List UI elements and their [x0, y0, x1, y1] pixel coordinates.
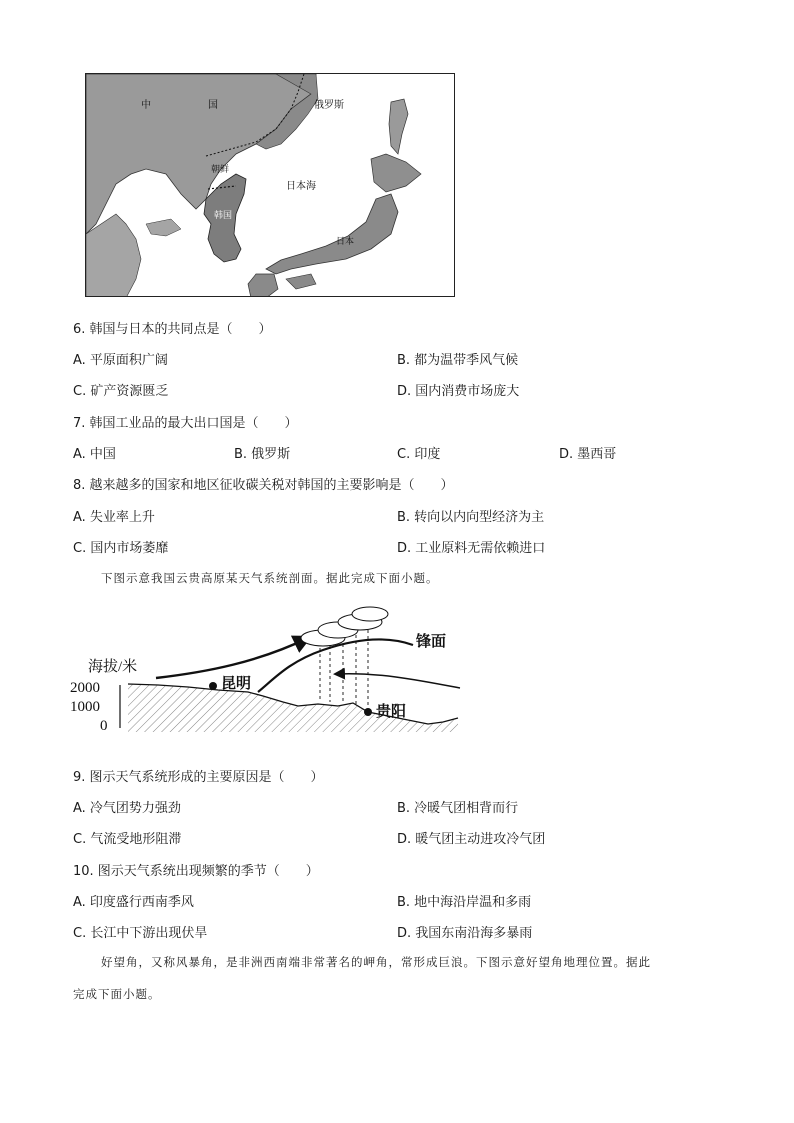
- q10-option-a[interactable]: A. 印度盛行西南季风: [73, 895, 194, 910]
- weather-cross-section: [98, 600, 468, 740]
- city-kunming: 昆明: [221, 676, 252, 692]
- cape-intro-line1: 好望角，又称风暴角，是非洲西南端非常著名的岬角，常形成巨浪。下图示意好望角地理位置。据此: [101, 955, 651, 969]
- q7-option-a[interactable]: A. 中国: [73, 447, 116, 462]
- q6-option-b[interactable]: B. 都为温带季风气候: [397, 353, 519, 368]
- y-axis-label: 海拔/米: [88, 659, 138, 675]
- question-7: 7. 韩国工业品的最大出口国是（ ）: [73, 416, 298, 431]
- y-tick-0: 0: [100, 718, 108, 734]
- cold-air-arrow: [336, 674, 460, 688]
- question-6: 6. 韩国与日本的共同点是（ ）: [73, 322, 272, 337]
- q9-option-b[interactable]: B. 冷暖气团相背而行: [397, 801, 519, 816]
- weather-intro: 下图示意我国云贵高原某天气系统剖面。据此完成下面小题。: [101, 571, 439, 585]
- map-figure: [85, 73, 455, 297]
- question-8: 8. 越来越多的国家和地区征收碳关税对韩国的主要影响是（ ）: [73, 478, 454, 493]
- y-tick-1000: 1000: [70, 699, 100, 715]
- q8-option-c[interactable]: C. 国内市场萎靡: [73, 541, 169, 556]
- kunming-marker: [209, 682, 217, 690]
- q7-option-c[interactable]: C. 印度: [397, 447, 441, 462]
- q8-option-d[interactable]: D. 工业原料无需依赖进口: [397, 541, 546, 556]
- q7-option-b[interactable]: B. 俄罗斯: [234, 447, 291, 462]
- front-label: 锋面: [416, 634, 447, 650]
- city-guiyang: 贵阳: [376, 704, 407, 720]
- map-label-china-2: 国: [208, 100, 218, 111]
- weather-diagram: [70, 600, 468, 740]
- q7-option-d[interactable]: D. 墨西哥: [559, 447, 617, 462]
- guiyang-marker: [364, 708, 372, 716]
- q6-option-d[interactable]: D. 国内消费市场庞大: [397, 384, 520, 399]
- q8-option-a[interactable]: A. 失业率上升: [73, 510, 155, 525]
- map-label-sea-of-japan: 日本海: [286, 181, 316, 192]
- terrain-hatch: [128, 684, 458, 732]
- question-9: 9. 图示天气系统形成的主要原因是（ ）: [73, 770, 324, 785]
- q10-option-c[interactable]: C. 长江中下游出现伏旱: [73, 926, 208, 941]
- q6-option-a[interactable]: A. 平原面积广阔: [73, 353, 168, 368]
- q9-option-d[interactable]: D. 暖气团主动进攻冷气团: [397, 832, 546, 847]
- y-tick-2000: 2000: [70, 680, 100, 696]
- question-10: 10. 图示天气系统出现频繁的季节（ ）: [73, 864, 319, 879]
- q9-option-a[interactable]: A. 冷气团势力强劲: [73, 801, 181, 816]
- q6-option-c[interactable]: C. 矿产资源匮乏: [73, 384, 169, 399]
- map-label-china-1: 中: [141, 100, 151, 111]
- q10-option-b[interactable]: B. 地中海沿岸温和多雨: [397, 895, 532, 910]
- q9-option-c[interactable]: C. 气流受地形阻滞: [73, 832, 182, 847]
- map-label-south-korea: 韩国: [214, 211, 233, 221]
- map-label-japan: 日本: [336, 237, 355, 247]
- cape-intro-line2: 完成下面小题。: [73, 987, 161, 1001]
- q8-option-b[interactable]: B. 转向以内向型经济为主: [397, 510, 545, 525]
- map-label-north-korea: 朝鲜: [211, 165, 230, 175]
- front-line: [258, 639, 413, 692]
- map-label-russia: 俄罗斯: [314, 100, 344, 111]
- q10-option-d[interactable]: D. 我国东南沿海多暴雨: [397, 926, 533, 941]
